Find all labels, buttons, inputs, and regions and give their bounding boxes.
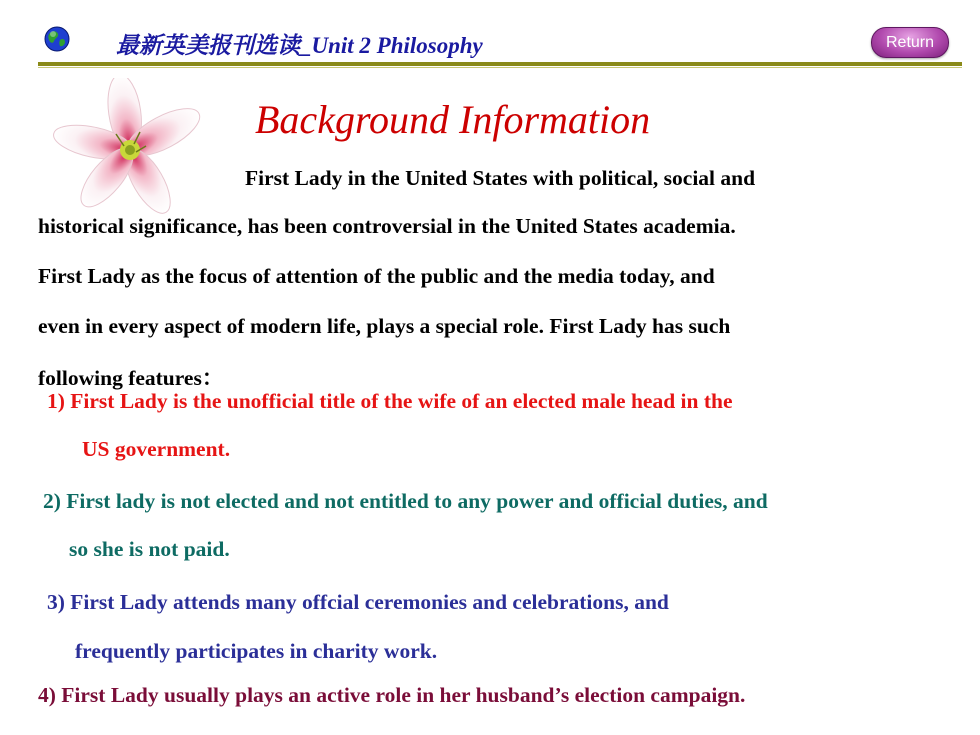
feature-1-continuation: US government.: [82, 437, 231, 461]
feature-4-line: 4) First Lady usually plays an active role in her husband’s election campaign.: [38, 683, 746, 707]
feature-2-line: 2) First lady is not elected and not entitled to any power and official duties, and: [43, 489, 768, 513]
feature-3-line: 3) First Lady attends many offcial ceremonies and celebrations, and: [47, 590, 669, 614]
feature-3-continuation: frequently participates in charity work.: [75, 639, 438, 663]
intro-line: following features：: [38, 366, 224, 390]
globe-icon: [44, 26, 70, 52]
header-divider-shadow: [38, 67, 962, 68]
intro-line: First Lady as the focus of attention of the public and the media today, and: [38, 264, 715, 288]
return-button[interactable]: Return: [871, 27, 949, 58]
header-divider: [38, 62, 962, 66]
slide-header: [0, 0, 980, 72]
flower-image: [52, 78, 202, 214]
feature-1-line: 1) First Lady is the unofficial title of the wife of an elected male head in the: [47, 389, 733, 413]
intro-line: even in every aspect of modern life, plays a special role. First Lady has such: [38, 314, 731, 338]
intro-line: First Lady in the United States with political, social and: [245, 166, 756, 190]
slide-title: Background Information: [255, 97, 651, 142]
course-title: 最新英美报刊选读_Unit 2 Philosophy: [116, 33, 483, 58]
feature-2-continuation: so she is not paid.: [69, 537, 230, 561]
intro-line: historical significance, has been controversial in the United States academia.: [38, 214, 736, 238]
